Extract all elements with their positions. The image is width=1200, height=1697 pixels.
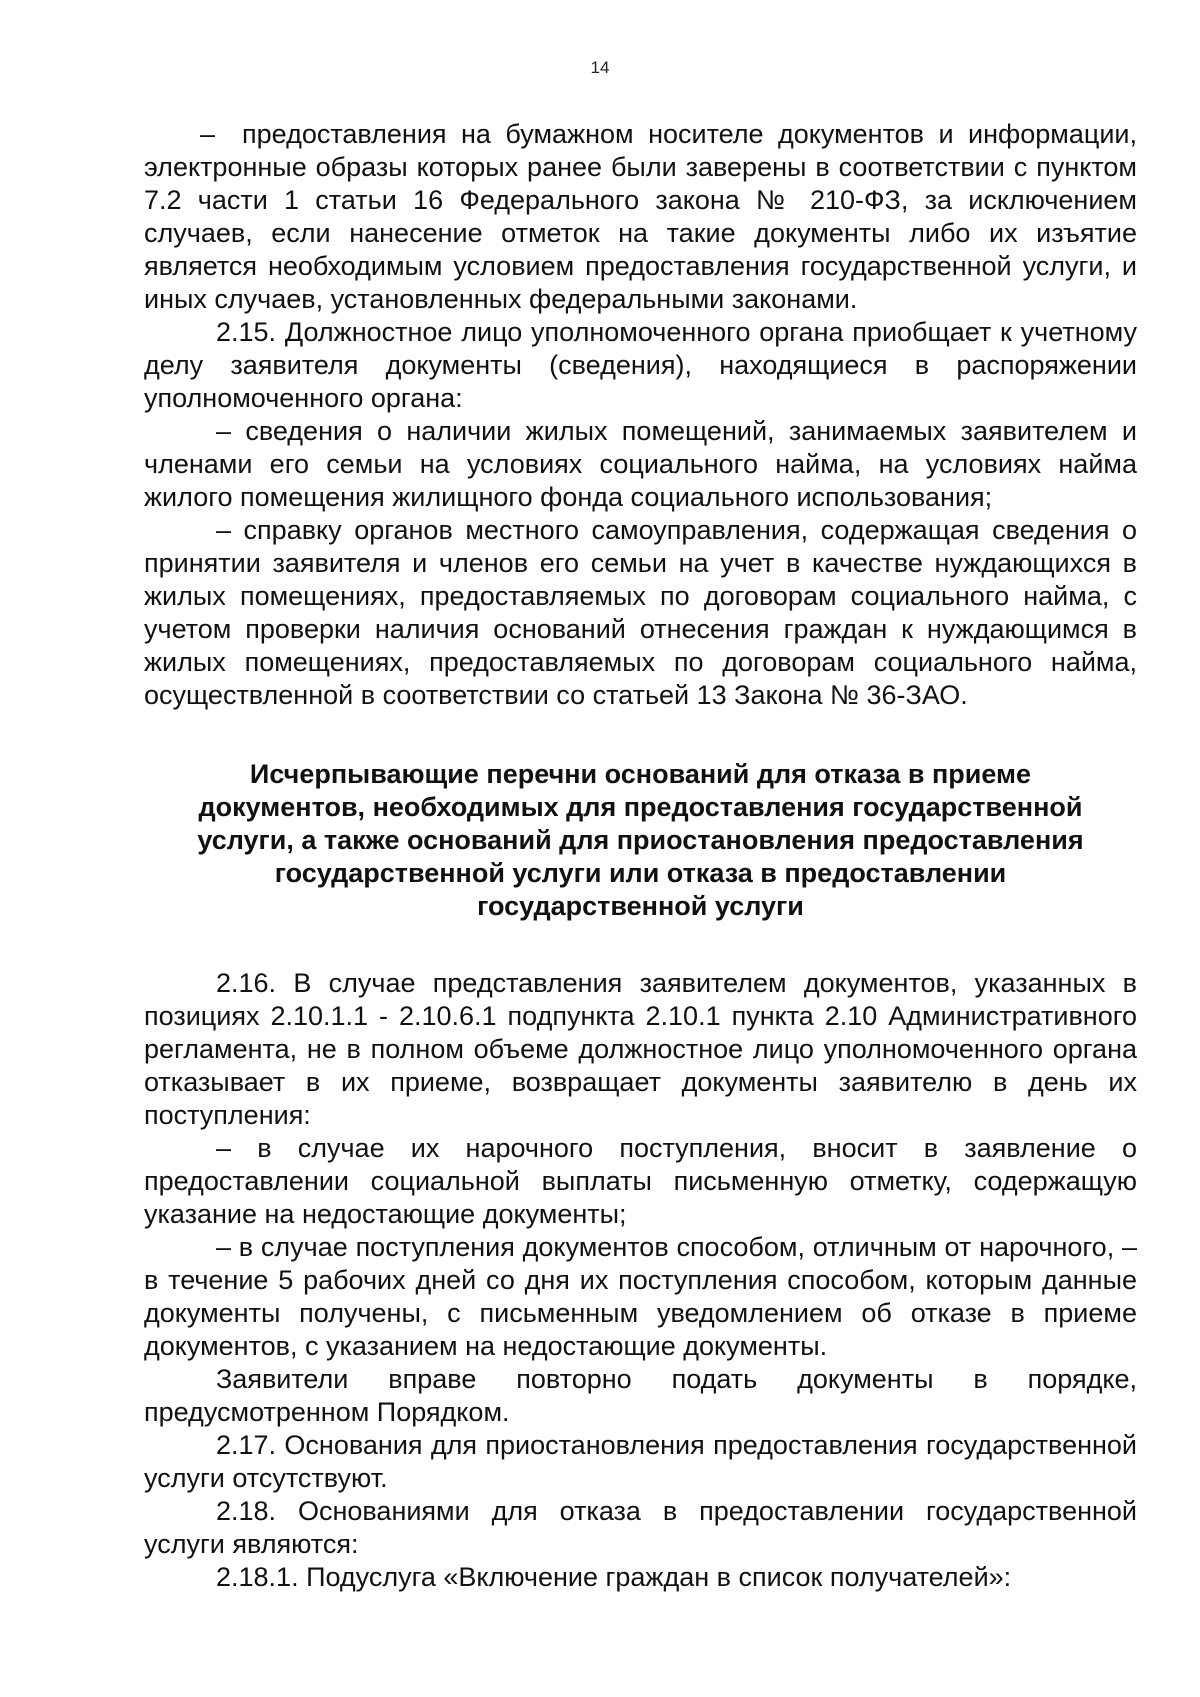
- list-item-housing-info: – сведения о наличии жилых помещений, занимаемых заявителем и членами его семьи на условиях социального найма, на условиях найма жилого помещения жилищного фонда социального использования;: [144, 416, 1137, 512]
- page-number: 14: [590, 58, 610, 77]
- clause-2-15: 2.15. Должностное лицо уполномоченного органа приобщает к учетному делу заявителя документы (сведения), находящиеся в распоряжении уполномоченного органа:: [144, 317, 1137, 413]
- list-item-other-method: – в случае поступления документов способом, отличным от нарочного, – в течение 5 рабочих дней со дня их поступления способом, которым данные документы получены, с письменным уведомлением об отказе в приеме документов, с указанием на недостающие документы.: [144, 1232, 1137, 1361]
- list-item-paper-documents: – предоставления на бумажном носителе документов и информации, электронные образы которых ранее были заверены в соответствии с пунктом 7.2 части 1 статьи 16 Федерального закона № 210-ФЗ, за исключением случаев, если нанесение отметок на такие документы либо их изъятие является необходимым условием предоставления государственной услуги, и иных случаев, установленных федеральными законами.: [144, 119, 1137, 314]
- list-item-in-person: – в случае их нарочного поступления, вносит в заявление о предоставлении социальной выплаты письменную отметку, содержащую указание на недостающие документы;: [144, 1133, 1137, 1229]
- section-heading: Исчерпывающие перечни оснований для отказа в приеме документов, необходимых для предоставления государственной услуги, а также оснований для приостановления предоставления государственной услуги или отказа в предоставлении государственной услуги: [197, 759, 1084, 921]
- clause-2-17: 2.17. Основания для приостановления предоставления государственной услуги отсутствуют.: [144, 1430, 1137, 1493]
- document-body: [144, 118, 1137, 1594]
- clause-2-18: 2.18. Основаниями для отказа в предоставлении государственной услуги являются:: [144, 1496, 1137, 1559]
- clause-2-18-1: 2.18.1. Подуслуга «Включение граждан в список получателей»:: [216, 1562, 1012, 1592]
- paragraph-resubmission: Заявители вправе повторно подать документы в порядке, предусмотренном Порядком.: [144, 1364, 1137, 1427]
- clause-2-16: 2.16. В случае представления заявителем документов, указанных в позициях 2.10.1.1 - 2.10.6.1 подпункта 2.10.1 пункта 2.10 Административного регламента, не в полном объеме должностное лицо уполномоченного органа отказывает в их приеме, возвращает документы заявителю в день их поступления:: [144, 968, 1137, 1130]
- list-item-local-authority-certificate: – справку органов местного самоуправления, содержащая сведения о принятии заявителя и членов его семьи на учет в качестве нуждающихся в жилых помещениях, предоставляемых по договорам социального найма, с учетом проверки наличия оснований отнесения граждан к нуждающимся в жилых помещениях, предоставляемых по договорам социального найма, осуществленной в соответствии со статьей 13 Закона № 36-ЗАО.: [144, 515, 1137, 710]
